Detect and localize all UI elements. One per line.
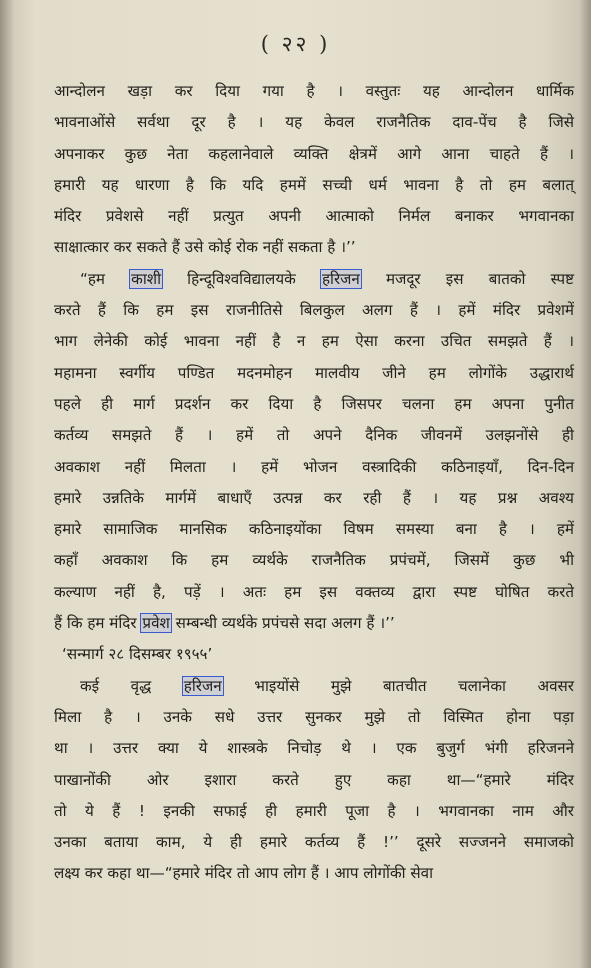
text-line: [54, 170, 574, 201]
text-segment: साक्षात्कार कर सकते हैं उसे कोई रोक नहीं सकता है ।’’: [54, 238, 356, 257]
text-line: [54, 858, 574, 889]
text-segment: महामना स्वर्गीय पण्डित मदनमोहन मालवीय जीने हम लोगोंके उद्धारार्थ: [54, 363, 574, 382]
scan-shadow-left: [0, 0, 14, 968]
text-segment: हमारी यह धारणा है कि यदि हममें सच्ची धर्म भावना है तो हम बलात्: [54, 175, 574, 194]
text-segment: उनका बताया काम, ये ही हमारे कर्तव्य हैं !’’ दूसरे सज्जनने समाजको: [54, 833, 574, 852]
highlighted-word: प्रवेश: [142, 614, 170, 633]
text-segment: करते हैं कि हम इस राजनीतिसे बिलकुल अलग हैं । हमें मंदिर प्रवेशमें: [54, 301, 574, 320]
text-line: [54, 671, 574, 702]
text-segment: सम्बन्धी व्यर्थके प्रपंचसे सदा अलग हैं ।’’: [170, 614, 395, 633]
text-line: [54, 107, 574, 138]
text-line: [54, 796, 574, 827]
text-line: [54, 702, 574, 733]
text-line: [54, 389, 574, 420]
scan-shadow-right: [579, 0, 591, 968]
text-segment: ‘सन्मार्ग २८ दिसम्बर १९५५’: [62, 645, 213, 664]
text-segment: “हम: [80, 269, 131, 288]
highlighted-word: हरिजन: [321, 269, 360, 288]
text-line: [54, 358, 574, 389]
text-line: [54, 483, 574, 514]
text-segment: हैं कि हम मंदिर: [54, 614, 142, 633]
text-segment: कल्याण नहीं है, पड़ें । अतः हम इस वक्तव्य द्वारा स्पष्ट घोषित करते: [54, 582, 574, 601]
text-segment: पाखानोंकी ओर इशारा करते हुए कहा था—“हमारे मंदिर: [54, 770, 574, 789]
highlighted-word: काशी: [131, 269, 162, 288]
text-segment: मंदिर प्रवेशसे नहीं प्रत्युत अपनी आत्माको निर्मल बनाकर भगवानका: [54, 207, 574, 226]
text-line: [54, 420, 574, 451]
text-line: [54, 577, 574, 608]
text-segment: तो ये हैं ! इनकी सफाई ही हमारी पूजा है । भगवानका नाम और: [54, 801, 574, 820]
text-segment: कर्तव्य समझते हैं । हमें तो अपने दैनिक जीवनमें उलझनोंसे ही: [54, 426, 574, 445]
page-number: ( २२ ): [260, 32, 331, 56]
text-line: [54, 76, 574, 107]
text-line: [54, 733, 574, 764]
text-line: [54, 326, 574, 357]
text-segment: पहले ही मार्ग प्रदर्शन कर दिया है जिसपर चलना हम अपना पुनीत: [54, 394, 574, 413]
text-line: [54, 514, 574, 545]
text-segment: मिला है । उनके सधे उत्तर सुनकर मुझे तो विस्मित होना पड़ा: [54, 707, 574, 726]
text-segment: कई वृद्ध: [80, 676, 183, 695]
text-line: [54, 295, 574, 326]
text-segment: लक्ष्य कर कहा था—“हमारे मंदिर तो आप लोग हैं । आप लोगोंकी सेवा: [54, 864, 434, 883]
text-line: [54, 264, 574, 295]
text-line: [54, 827, 574, 858]
citation-line: [54, 639, 574, 670]
text-segment: हमारे सामाजिक मानसिक कठिनाइयोंका विषम समस्या बना है । हमें: [54, 520, 574, 539]
text-segment: हमारे उन्नतिके मार्गमें बाधाएँ उत्पन्न कर रही हैं । यह प्रश्न अवश्य: [54, 488, 574, 507]
text-line: [54, 232, 574, 263]
text-segment: हिन्दूविश्वविद्यालयके: [162, 269, 321, 288]
text-line: [54, 201, 574, 232]
highlighted-word: हरिजन: [183, 676, 222, 695]
text-segment: भाइयोंसे मुझे बातचीत चलानेका अवसर: [222, 676, 575, 695]
body-text: [54, 76, 574, 890]
text-segment: अवकाश नहीं मिलता । हमें भोजन वस्त्रादिकी कठिनाइयाँ, दिन-दिन: [54, 457, 574, 476]
text-segment: था । उत्तर क्या ये शास्त्रके निचोड़ थे । एक बुजुर्ग भंगी हरिजनने: [54, 739, 574, 758]
text-line: [54, 545, 574, 576]
text-line: [54, 452, 574, 483]
text-line: [54, 608, 574, 639]
text-segment: मजदूर इस बातको स्पष्ट: [360, 269, 574, 288]
text-segment: अपनाकर कुछ नेता कहलानेवाले व्यक्ति क्षेत्रमें आगे आना चाहते हैं ।: [54, 144, 574, 163]
text-segment: भाग लेनेकी कोई भावना नहीं है न हम ऐसा करना उचित समझते हैं ।: [54, 332, 574, 351]
text-segment: कहाँ अवकाश कि हम व्यर्थके राजनैतिक प्रपंचमें, जिसमें कुछ भी: [54, 551, 574, 570]
text-line: [54, 765, 574, 796]
text-segment: भावनाओंसे सर्वथा दूर है । यह केवल राजनैतिक दाव-पेंच है जिसे: [54, 113, 574, 132]
text-segment: आन्दोलन खड़ा कर दिया गया है । वस्तुतः यह आन्दोलन धार्मिक: [54, 82, 574, 100]
text-line: [54, 139, 574, 170]
